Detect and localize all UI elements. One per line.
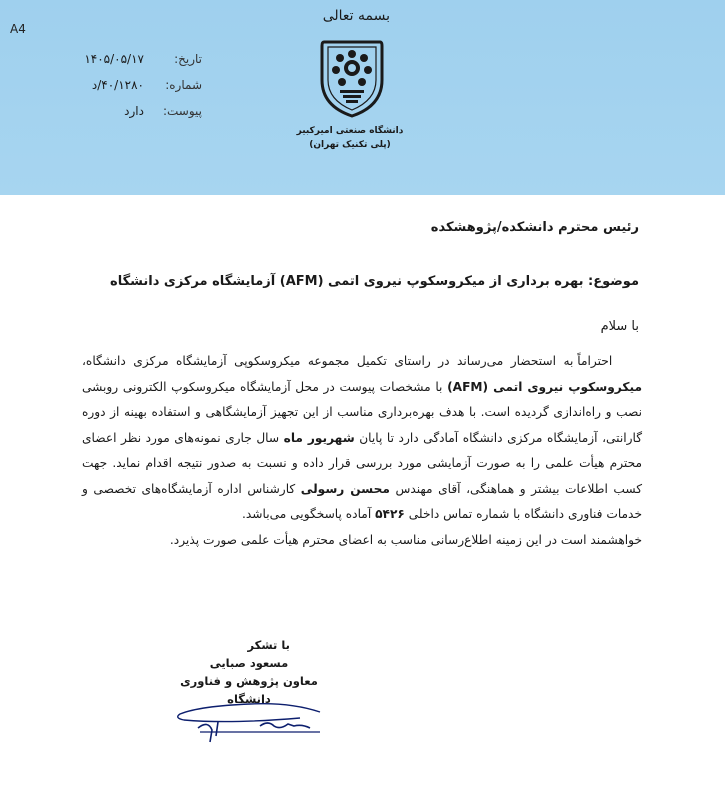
attachment-value: دارد: [124, 104, 144, 118]
body-paragraph-2: خواهشمند است در این زمینه اطلاع‌رسانی مناسب به اعضای محترم هیأت علمی صورت پذیرد.: [169, 532, 642, 547]
body-text-1b: میکروسکوپ نیروی اتمی (AFM): [447, 379, 642, 394]
body-text-1d: شهریور ماه: [283, 430, 355, 445]
basmala: بسمه تعالی: [322, 8, 390, 24]
paper-size-label: A4: [10, 22, 26, 36]
date-value: ۱۴۰۵/۰۵/۱۷: [84, 52, 144, 66]
letter-meta-values: [80, 46, 144, 124]
subject-text: بهره برداری از میکروسکوپ نیروی اتمی (AFM) آزمایشگاه مرکزی دانشگاه: [110, 274, 584, 289]
university-subtitle: (پلی تکنیک تهران): [309, 140, 391, 150]
university-name-block: [290, 124, 410, 152]
body-text-1i: آماده پاسخگویی می‌باشد.: [242, 507, 372, 521]
body-text-1a: احتراماً به استحضار می‌رساند در راستای تکمیل مجموعه میکروسکوپی آزمایشگاه مرکزی دانشگاه،: [82, 354, 613, 368]
subject-line: [39, 274, 639, 289]
signer-name: مسعود صبایی: [209, 656, 289, 670]
number-label: شماره:: [165, 78, 202, 92]
body-text-1h: ۵۴۲۶: [375, 507, 405, 521]
signature-icon: [170, 690, 330, 750]
body-paragraph-1: [82, 349, 642, 528]
number-value: ۴۰/۱۲۸۰/د: [91, 78, 144, 92]
letter-meta-labels: [140, 46, 202, 124]
greeting: با سلام: [600, 319, 639, 334]
body-text-1c: با مشخصات پیوست در محل آزمایشگاه میکروسکوپ الکترونی روبشی نصب و راه‌اندازی گردیده است. با هدف بهره‌برداری مناسب از این تجهیز آزمایشگاهی و استفاده بهینه از دوره گارانتی، آزمایشگاه مرکزی دانشگاه آمادگی دارد تا پایان: [82, 379, 643, 445]
subject-label: موضوع:: [588, 274, 639, 289]
university-name: دانشگاه صنعتی امیرکبیر: [296, 126, 404, 136]
body-text-1f: محسن رسولی: [300, 481, 390, 496]
letter-body: [82, 349, 642, 553]
attachment-label: پیوست:: [162, 104, 202, 118]
date-label: تاریخ:: [174, 52, 202, 66]
body-text-1e: سال جاری نمونه‌های مورد نظر اعضای محترم هیأت علمی را به صورت آزمایشی مورد بررسی قرار داده و نسبت به صدور نتیجه اقدام نماید. جهت کسب اطلاعات بیشتر و هماهنگی، آقای مهندس: [82, 430, 643, 496]
closing: با تشکر: [247, 638, 290, 652]
recipient-line: رئیس محترم دانشکده/پژوهشکده: [430, 220, 639, 235]
university-logo-icon: [316, 36, 388, 120]
body-text-1g: کارشناس اداره آزمایشگاه‌های تخصصی و خدمات فناوری دانشگاه با شماره تماس داخلی: [82, 481, 642, 521]
signer-title: معاون پژوهش و فناوری دانشگاه: [180, 674, 318, 706]
